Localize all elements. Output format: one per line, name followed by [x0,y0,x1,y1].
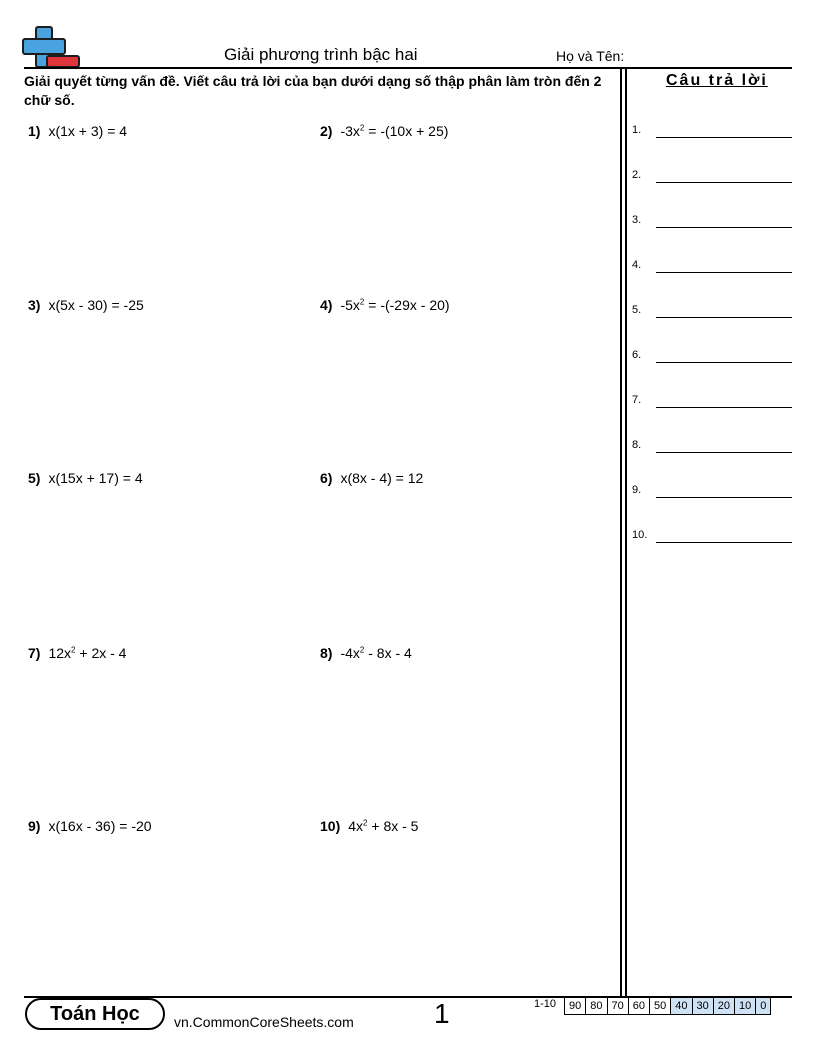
problem-number: 5) [28,470,41,486]
score-cell: 70 [608,998,629,1014]
score-cell: 0 [756,998,770,1014]
score-scale [564,997,771,1015]
answer-number: 7. [632,394,642,406]
answer-row [632,484,792,504]
answer-row [632,349,792,369]
problem [320,297,450,313]
answer-number: 6. [632,349,642,361]
problem-equation: $-4x^2 - 8x - 4$ [340,645,412,661]
problem-number: 7) [28,645,41,661]
problem [320,123,448,139]
score-cell: 90 [565,998,586,1014]
answer-number: 9. [632,484,642,496]
problem-equation: $12x^2 + 2x - 4$ [48,645,127,661]
problem-equation: $4x^2 + 8x - 5$ [348,818,419,834]
answer-number: 5. [632,304,642,316]
worksheet-title: Giải phương trình bậc hai [224,45,418,64]
answer-line[interactable] [656,137,792,138]
name-label: Họ và Tên: [556,48,625,64]
answer-line[interactable] [656,497,792,498]
answer-number: 4. [632,259,642,271]
problem [320,645,412,661]
problem-number: 2) [320,123,333,139]
answer-line[interactable] [656,182,792,183]
problem [28,123,127,139]
answer-line[interactable] [656,272,792,273]
site-url: vn.CommonCoreSheets.com [174,1014,354,1030]
column-divider [620,67,622,996]
answer-row [632,529,792,549]
answer-line[interactable] [656,227,792,228]
problem-number: 1) [28,123,41,139]
problem [320,818,418,834]
answer-row [632,304,792,324]
answer-row [632,214,792,234]
answer-row [632,124,792,144]
problem [28,645,126,661]
answer-number: 1. [632,124,642,136]
problem-equation: $-3x^2 = -(10x + 25)$ [340,123,449,139]
brand-badge: Toán Học [25,998,165,1030]
answers-title: Câu trả lời [666,72,768,89]
answer-line[interactable] [656,362,792,363]
problem-number: 9) [28,818,41,834]
answer-number: 2. [632,169,642,181]
answer-line[interactable] [656,452,792,453]
answer-row [632,439,792,459]
problem-number: 6) [320,470,333,486]
problem-equation: $-5x^2 = -(-29x - 20)$ [340,297,450,313]
problem-equation: x(16x - 36) = -20 [48,818,152,834]
problem-equation: x(15x + 17) = 4 [48,470,143,486]
answer-row [632,169,792,189]
score-cell: 20 [714,998,735,1014]
problem-number: 8) [320,645,333,661]
problem-number: 3) [28,297,41,313]
answer-line[interactable] [656,542,792,543]
answer-line[interactable] [656,407,792,408]
header-divider [24,67,792,69]
score-cell: 60 [629,998,650,1014]
problem [28,818,152,834]
problem [28,470,143,486]
answer-number: 10. [632,529,648,541]
score-cell: 10 [735,998,756,1014]
answer-number: 8. [632,439,642,451]
problem-equation: x(8x - 4) = 12 [340,470,424,486]
problem-number: 10) [320,818,341,834]
score-cell: 80 [586,998,607,1014]
score-cell: 50 [650,998,671,1014]
answer-row [632,259,792,279]
problem [320,470,423,486]
problem-equation: x(5x - 30) = -25 [48,297,144,313]
problem [28,297,144,313]
score-cell: 40 [671,998,692,1014]
problem-number: 4) [320,297,333,313]
score-scale-label: 1-10 [534,998,557,1010]
page-number: 1 [434,998,450,1029]
score-cell: 30 [693,998,714,1014]
problem-equation: x(1x + 3) = 4 [48,123,128,139]
answer-line[interactable] [656,317,792,318]
answer-row [632,394,792,414]
answer-number: 3. [632,214,642,226]
instructions: Giải quyết từng vấn đề. Viết câu trả lời của bạn dưới dạng số thập phân làm tròn đến 2 chữ số. [24,73,602,108]
